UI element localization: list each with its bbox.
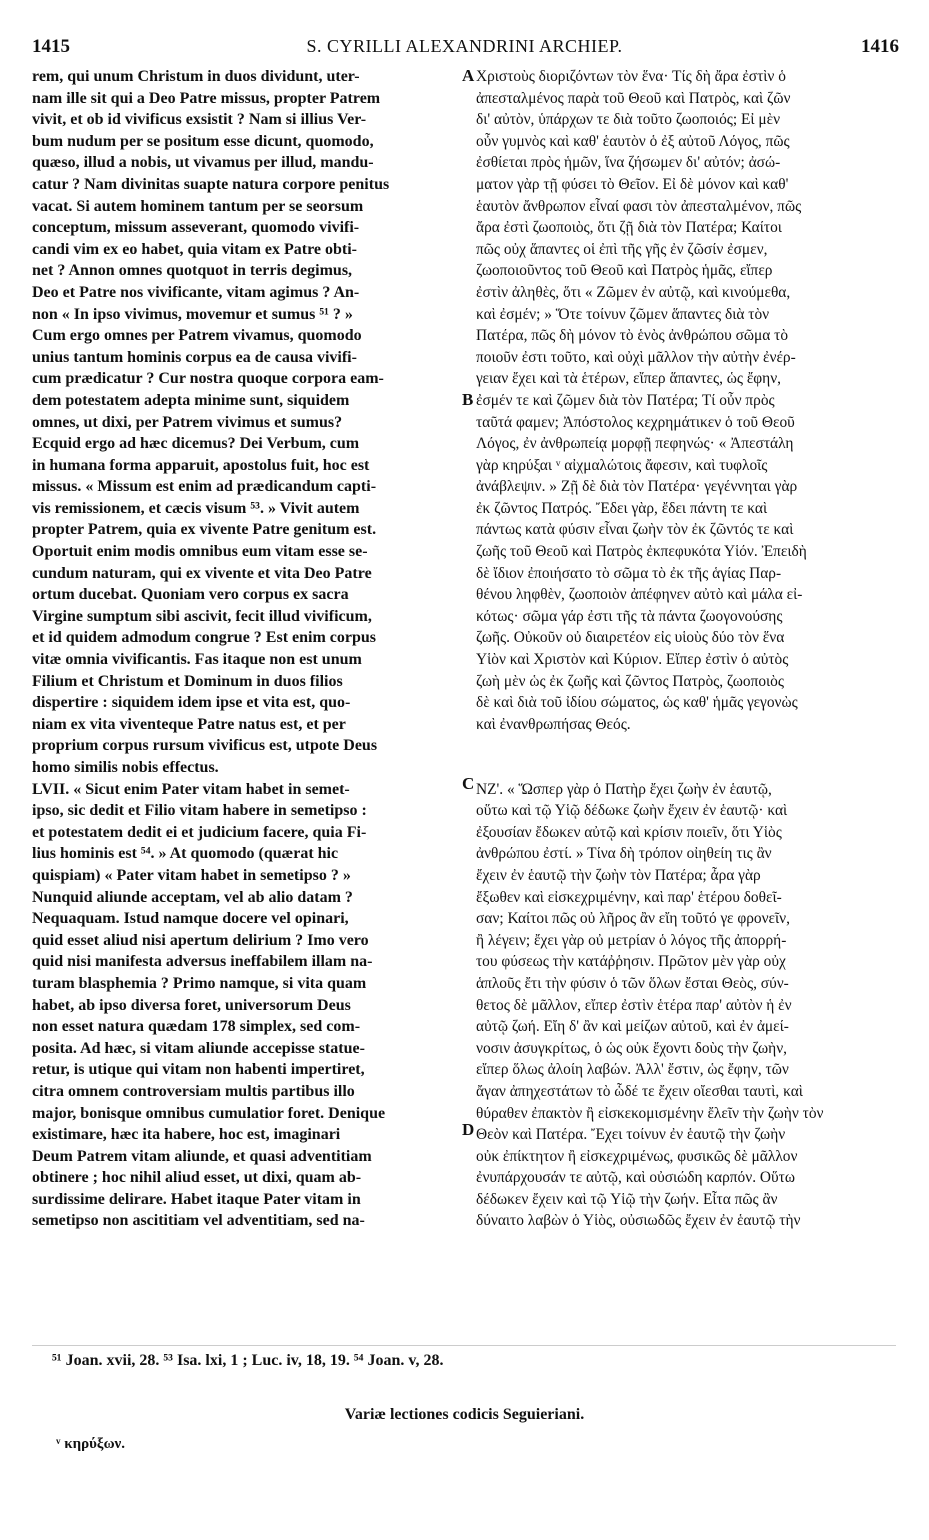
latin-text-line: non esset natura quædam 178 simplex, sed com- [32, 1018, 361, 1036]
greek-text-line: ζωῆς τοῦ Θεοῦ καὶ Πατρὸς ἐκπεφυκότα Υἱόν. Ἐπειδὴ [476, 543, 807, 561]
greek-text-line: ἀπεσταλμένος παρὰ τοῦ Θεοῦ καὶ Πατρὸς, καὶ ζῶν [476, 89, 791, 107]
latin-text-line: LVII. « Sicut enim Pater vitam habet in semet- [32, 780, 350, 798]
greek-text-line: γὰρ κηρύξαι ᵛ αἰχμαλώτοις ἄφεσιν, καὶ τυφλοῖς [476, 456, 768, 474]
latin-text-line: existimare, hæc ita habere, hoc est, imaginari [32, 1126, 341, 1144]
latin-text-line: candi vim ex eo habet, quia vitam ex Patre obti- [32, 240, 358, 258]
greek-text-line: Πατέρα, πῶς δὴ μόνον τὸ ἑνὸς ἀνθρώπου σῶμα τὸ [476, 327, 789, 345]
greek-text-line: οὖν γυμνὸς καὶ καθ' ἑαυτὸν ὁ ἐξ αὐτοῦ Λόγος, πῶς [476, 132, 790, 150]
latin-text-line: lius hominis est ⁵⁴. » At quomodo (quærat hic [32, 845, 339, 863]
greek-text-line: ἄγαν ἀπηχεστάτων τὸ ὧδέ τε ἔχειν οἴεσθαι ταυτὶ, καὶ [476, 1082, 803, 1100]
greek-text-line: ζωοποιοῦντος τοῦ Θεοῦ καὶ Πατρὸς ἡμᾶς, εἴπερ [476, 262, 773, 280]
latin-text-line: quispiam) « Pater vitam habet in semetipso ? » [32, 866, 351, 884]
greek-text-line: πάντως κατὰ φύσιν εἶναι ζωὴν τὸν ἐκ ζῶντός τε καὶ [476, 521, 794, 539]
latin-column [32, 66, 456, 1232]
latin-text-line: propter Patrem, quia ex vivente Patre genitum est. [32, 521, 377, 539]
greek-text-line: σαν; Καίτοι πῶς οὐ λῆρος ἂν εἴη τοῦτό γε φρονεῖν, [476, 910, 790, 928]
greek-text-line: ζωὴ μὲν ὡς ἐκ ζωῆς καὶ ζῶντος Πατρὸς, ζωοποιὸς [476, 672, 784, 690]
margin-marker-d: D [462, 1120, 475, 1139]
greek-text-line: ἢ λέγειν; ἔχει γὰρ οὐ μετρίαν ὁ λόγος τῆς ἀπορρή- [476, 931, 787, 949]
greek-text-line: ἄρα ἐστὶ ζωοποιὸς, ὅτι ζῇ διὰ τὸν Πατέρα; Καίτοι [476, 219, 782, 237]
greek-text-line: οὕτω καὶ τῷ Υἱῷ δέδωκε ζωὴν ἔχειν ἐν ἑαυτῷ· καὶ [476, 802, 788, 820]
page-number-right: 1416 [861, 36, 899, 57]
latin-text-line: nam ille sit qui a Deo Patre missus, propter Patrem [32, 89, 381, 107]
latin-text-line: vivit, et ob id vivificus exsistit ? Nam si illius Ver- [32, 111, 367, 129]
greek-text-line: ταῦτά φαμεν; Ἀπόστολος κεχρημάτικεν ὁ τοῦ Θεοῦ [476, 413, 795, 431]
latin-text-line: dispertire : siquidem idem ipse et vita est, quo- [32, 694, 351, 712]
greek-text-line: ἐστὶν ἀληθὲς, ὅτι « Ζῶμεν ἐν αὐτῷ, καὶ κινούμεθα, [476, 283, 791, 301]
latin-text-line: posita. Ad hæc, si vitam aliunde accepisse statue- [32, 1039, 365, 1057]
greek-text-line: ἀνθρώπου ἐστί. » Τίνα δὴ τρόπον οἰηθείη τις ἂν [476, 845, 772, 863]
greek-column [476, 66, 894, 1232]
latin-text-line: major, bonisque omnibus cumulatior foret. Denique [32, 1104, 386, 1122]
latin-text-line: net ? Annon omnes quotquot in terris degimus, [32, 262, 353, 280]
greek-text-line: ἔχειν ἐν ἑαυτῷ τὴν ζωὴν τὸν Πατέρα; ἆρα γὰρ [476, 866, 761, 884]
greek-text-line: Χριστοὺς διοριζόντων τὸν ἕνα· Τίς δὴ ἄρα ἐστὶν ὁ [476, 68, 786, 85]
latin-text-line: turam blasphemia ? Primo namque, si vita quam [32, 974, 367, 992]
latin-text-line: quid esset aliud nisi apertum delirium ? Imo vero [32, 931, 369, 949]
latin-text-line: niam ex vita viventeque Patre natus est, et per [32, 715, 346, 733]
latin-text-line: citra omnem controversiam multis partibus illo [32, 1082, 355, 1100]
latin-text-line: conceptum, missum asseverant, quomodo vivifi- [32, 219, 360, 237]
greek-text-line: αὐτῷ ζωή. Εἴη δ' ἂν καὶ μείζων αὐτοῦ, καὶ ἐν ἀμεί- [476, 1018, 789, 1036]
latin-text-line: quæso, illud a nobis, ut vivamus per illud, mandu- [32, 154, 374, 172]
latin-text-line: omnes, ut dixi, per Patrem vivimus et sumus? [32, 413, 343, 431]
greek-text-line: ἁπλοῦς ἔτι τὴν φύσιν ὁ τῶν ὅλων ἔσται Θεὸς, σύν- [476, 974, 789, 992]
latin-text-line: Oportuit enim modis omnibus eum vitam esse se- [32, 543, 368, 561]
running-title: S. CYRILLI ALEXANDRINI ARCHIEP. [306, 36, 623, 56]
greek-text-line: του φύσεως τὴν κατάῤῥησιν. Πρῶτον μὲν γὰρ οὐχ [476, 953, 786, 971]
latin-text-line: et id quidem admodum congrue ? Est enim corpus [32, 629, 377, 647]
page-number-left: 1415 [32, 36, 70, 57]
latin-text-line: surdissime delirare. Habet itaque Pater vitam in [32, 1190, 361, 1208]
greek-text-line: εἴπερ ὅλως ἀλοίη λαβών. Ἀλλ' ἔστιν, ὡς ἔφην, τῶν [476, 1061, 789, 1079]
greek-text-line: ζωῆς. Οὐκοῦν οὐ διαιρετέον εἰς υἱοὺς δύο τὸν ἕνα [476, 629, 785, 647]
greek-text-line: νοσιν ἀσυγκρίτως, ὁ ὡς οὐκ ἔχοντι δοὺς τὴν ζωὴν, [476, 1039, 788, 1057]
latin-text-line: Deum Patrem vitam aliunde, et quasi adventitiam [32, 1147, 372, 1165]
latin-text-line: vis remissionem, et cæcis visum ⁵³. » Vivit autem [32, 499, 360, 517]
greek-text-line: κότως· σῶμα γάρ ἐστι τῆς τὰ πάντα ζωογονούσης [476, 607, 783, 625]
latin-text-line: vitæ omnia vivificantis. Fas itaque non est unum [32, 651, 362, 669]
greek-text-line: δὲ ἴδιον ἐποιήσατο τὸ σῶμα τὸ ἐκ τῆς ἁγίας Παρ- [476, 564, 782, 582]
latin-text-line: rem, qui unum Christum in duos dividunt, uter- [32, 68, 360, 85]
greek-text-line: Υἱὸν καὶ Χριστὸν καὶ Κύριον. Εἴπερ ἐστὶν ὁ αὐτὸς [476, 651, 789, 669]
greek-text-line: δι' αὐτὸν, ὑπάρχων τε διὰ τοῦτο ζωοποιός; Εἰ μὲν [476, 111, 781, 129]
greek-text-line: θετος δὲ μᾶλλον, εἴπερ ἐστὶν ἑτέρα παρ' αὐτὸν ἡ ἐν [476, 996, 792, 1014]
latin-text-line: Filium et Christum et Dominum in duos filios [32, 672, 343, 690]
latin-text-line: Nequaquam. Istud namque docere vel opinari, [32, 910, 349, 928]
greek-text-line: ἐσμέν τε καὶ ζῶμεν διὰ τὸν Πατέρα; Τί οὖν πρὸς [476, 391, 775, 409]
latin-text-line: retur, is utique qui vitam non habenti impertiret, [32, 1061, 365, 1079]
greek-text-line: δὲ καὶ διὰ τοῦ ἰδίου σώματος, ὡς καθ' ἡμᾶς γεγονὼς [476, 694, 798, 712]
greek-text-line: οὐκ ἐπίκτητον ἢ εἰσκεχριμένως, φυσικῶς δὲ μᾶλλον [476, 1147, 798, 1165]
latin-text-line: habet, ab ipso diversa foret, universorum Deus [32, 996, 351, 1014]
latin-text-line: catur ? Nam divinitas suapte natura corpore penitus [32, 175, 390, 193]
variae-heading: Variæ lectiones codicis Seguieriani. [344, 1406, 585, 1423]
footnote-rule [32, 1345, 896, 1346]
margin-marker-b: B [462, 390, 474, 409]
greek-text-line: ἀνάβλεψιν. » Ζῇ δὲ διὰ τὸν Πατέρα· γεγέννηται γὰρ [476, 478, 798, 496]
footnotes: ⁵¹ Joan. xvii, 28. ⁵³ Isa. lxi, 1 ; Luc. iv, 18, 19. ⁵⁴ Joan. v, 28. [52, 1352, 444, 1369]
greek-text-line: Λόγος, ἐν ἀνθρωπείᾳ μορφῇ πεφηνώς· « Ἀπεστάλη [476, 435, 794, 453]
greek-text-line: θύραθεν ἐπακτὸν ἢ εἰσκεκομισμένην ἔλεῖν τὴν ζωὴν τὸν [476, 1104, 824, 1122]
latin-text-line: bum nudum per se positum esse dicunt, quomodo, [32, 132, 374, 150]
greek-text-line: θένου ληφθὲν, ζωοποιὸν ἀπέφηνεν αὐτὸ καὶ μάλα εἰ- [476, 586, 803, 604]
greek-text-line: ποιοῦν ἐστι τοῦτο, καὶ οὐχὶ μᾶλλον τὴν αὐτὴν ἐνέρ- [476, 348, 796, 366]
latin-text-line: homo similis nobis effectus. [32, 759, 219, 776]
greek-text-line: ματον γὰρ τῇ φύσει τὸ Θεῖον. Εἰ δὲ μόνον καὶ καθ' [476, 175, 789, 193]
greek-text-line: καὶ ἐνανθρωπήσας Θεός. [476, 715, 631, 733]
greek-text-line: γειαν ἔχει καὶ τὰ ἑτέρων, εἴπερ ἅπαντες, ὡς ἔφην, [476, 370, 782, 388]
greek-text-line: ἔξωθεν καὶ εἰσκεχριμένην, καὶ παρ' ἑτέρου δοθεῖ- [476, 888, 782, 906]
greek-text-line: ἐνυπάρχουσάν τε αὐτῷ, καὶ οὐσιώδη καρπόν. Οὕτω [476, 1169, 795, 1187]
latin-text-line: non « In ipso vivimus, movemur et sumus ⁵¹ ? » [32, 305, 353, 323]
latin-text-line: ipso, sic dedit et Filio vitam habere in semetipso : [32, 802, 367, 820]
latin-text-line: in humana forma apparuit, apostolus fuit, hoc est [32, 456, 370, 474]
latin-text-line: Ecquid ergo ad hæc dicemus? Dei Verbum, cum [32, 435, 360, 453]
latin-text-line: Cum ergo omnes per Patrem vivamus, quomodo [32, 327, 362, 345]
latin-text-line: dem potestatem adepta minime sunt, siquidem [32, 391, 350, 409]
latin-text-line: ortum ducebat. Quoniam vero corpus ex sacra [32, 586, 349, 604]
margin-marker-c: C [462, 774, 475, 793]
latin-text-line: missus. « Missum est enim ad prædicandum capti- [32, 478, 377, 496]
greek-text-line: ἑαυτὸν ἄνθρωπον εἶναί φασι τὸν ἀπεσταλμένον, πῶς [476, 197, 802, 215]
greek-text-line: ἐσθίεται πρὸς ἡμῶν, ἵνα ζήσωμεν δι' αὐτόν; ἀσώ- [476, 154, 781, 172]
latin-text-line: cum prædicatur ? Cur nostra quoque corpora eam- [32, 370, 384, 388]
greek-text-line: ἐκ ζῶντος Πατρός. Ἔδει γὰρ, ἔδει πάντη τε καὶ [476, 499, 768, 517]
latin-text-line: Deo et Patre nos vivificante, vitam agimus ? An- [32, 283, 360, 301]
latin-text-line: et potestatem dedit ei et judicium facere, quia Fi- [32, 823, 367, 841]
latin-text-line: obtinere ; hoc nihil aliud esset, ut dixi, quam ab- [32, 1169, 362, 1187]
latin-text-line: semetipso non ascititiam vel adventitiam, sed na- [32, 1212, 365, 1230]
greek-text-line: καὶ ἐσμέν; » Ὅτε τοίνυν ζῶμεν ἅπαντες διὰ τὸν [476, 305, 770, 323]
greek-text-line: δέδωκεν ἔχειν καὶ τῷ Υἱῷ τὴν ζωήν. Εἶτα πῶς ἂν [476, 1190, 778, 1208]
latin-text-line: quid nisi manifesta adversus ineffabilem illam na- [32, 953, 373, 971]
greek-text-line: πῶς οὐχ ἅπαντες οἱ ἐπὶ τῆς γῆς ἐν ζῶσίν ἐσμεν, [476, 240, 768, 258]
running-header [0, 36, 929, 60]
margin-marker-a: A [462, 66, 475, 85]
latin-text-line: Nunquid aliunde acceptam, vel ab alio datam ? [32, 888, 353, 906]
section-gap [476, 757, 894, 779]
latin-text-line: proprium corpus rursum vivificus est, utpote Deus [32, 737, 378, 755]
greek-text-line: ἐξουσίαν ἔδωκεν αὐτῷ καὶ κρίσιν ποιεῖν, ὅτι Υἱὸς [476, 823, 782, 841]
latin-text-line: cundum naturam, qui ex vivente et vita Deo Patre [32, 564, 372, 582]
section-gap [476, 735, 894, 757]
latin-text-line: vacat. Si autem hominem tantum per se seorsum [32, 197, 364, 215]
greek-text-line: δύναιτο λαβὼν ὁ Υἱὸς, οὐσιωδῶς ἔχειν ἐν ἑαυτῷ τὴν [476, 1212, 801, 1230]
greek-text-line: Θεὸν καὶ Πατέρα. Ἔχει τοίνυν ἐν ἑαυτῷ τὴν ζωὴν [476, 1126, 786, 1144]
variant-note: ᵛ κηρύξων. [56, 1436, 126, 1452]
latin-text-line: Virgine sumptum sibi ascivit, fecit illud vivificum, [32, 607, 372, 625]
greek-text-line: NZ'. « Ὥσπερ γὰρ ὁ Πατὴρ ἔχει ζωὴν ἐν ἑαυτῷ, [476, 780, 772, 798]
latin-text-line: unius tantum hominis corpus ea de causa vivifi- [32, 348, 357, 366]
